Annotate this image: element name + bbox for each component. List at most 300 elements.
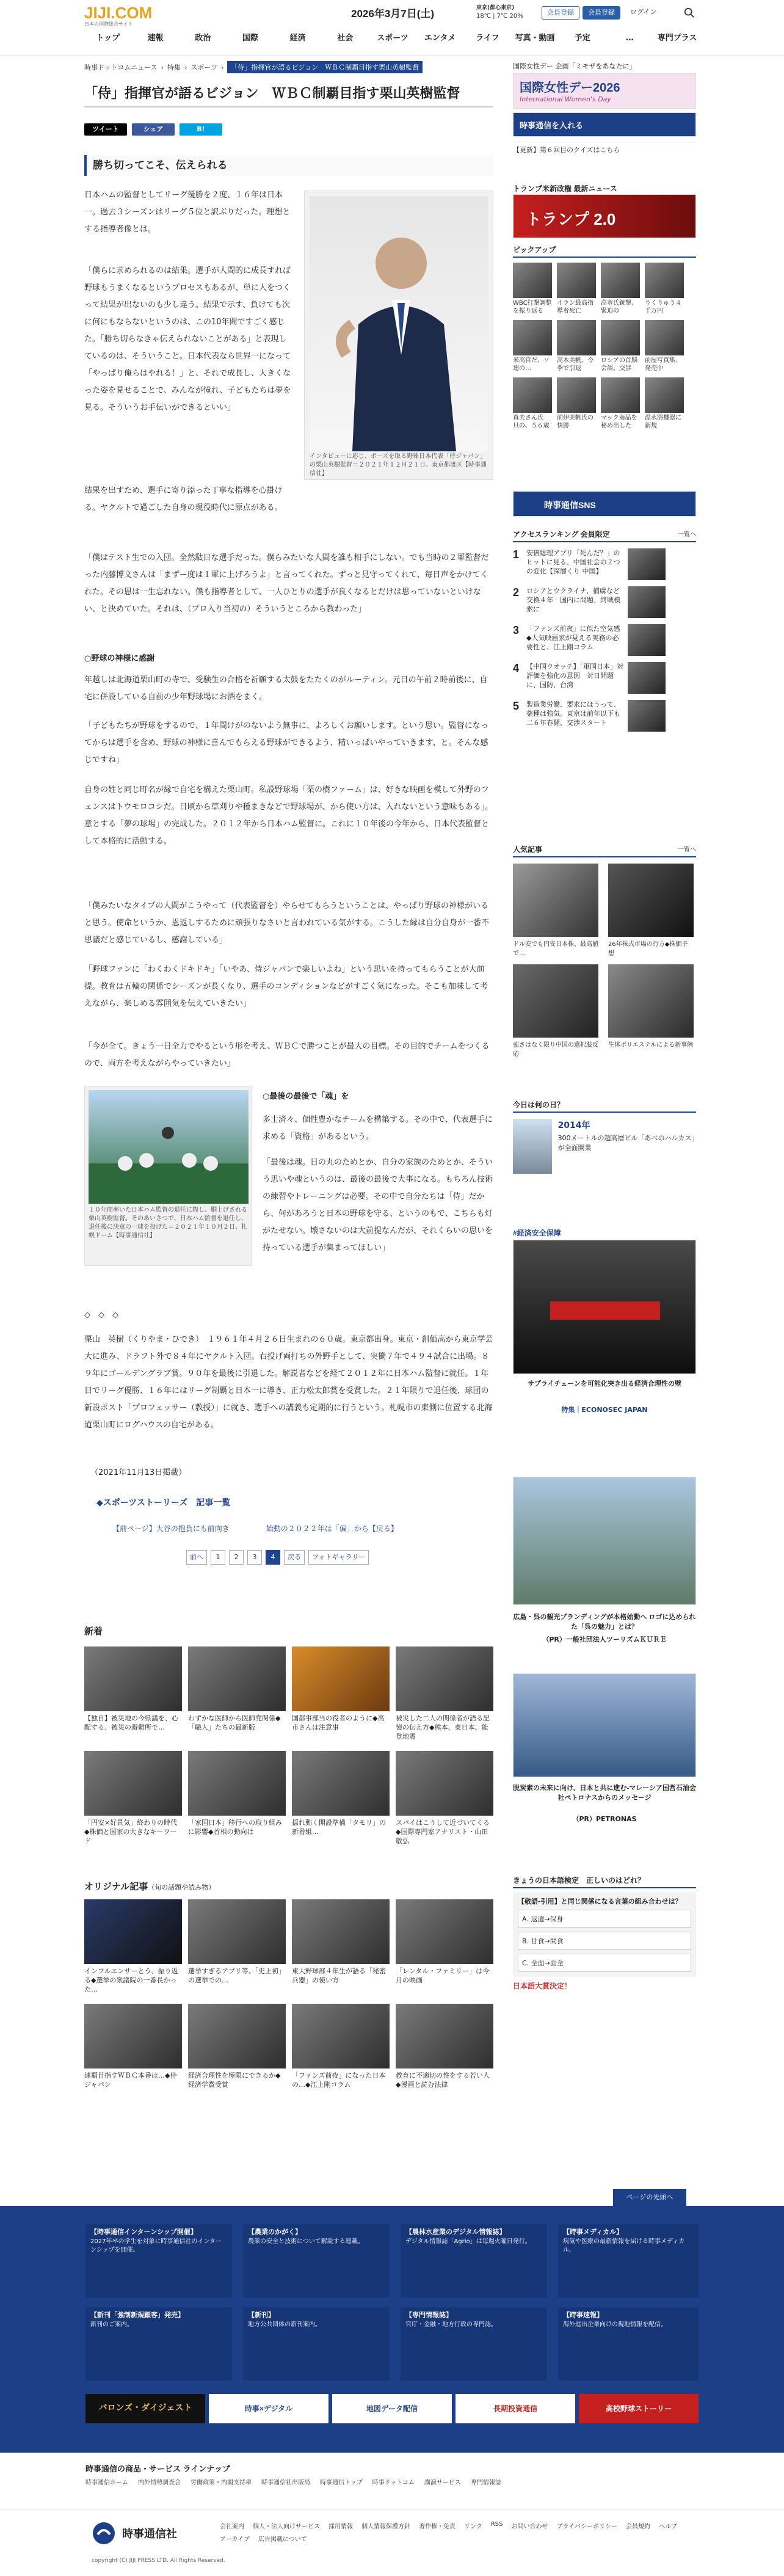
service-link[interactable]: 時事通信トップ [320, 2480, 363, 2486]
company-logo[interactable] [92, 2521, 177, 2545]
promo-title: 【時事メディカル】 [563, 2228, 623, 2236]
pickup-title: 前伊美帆氏の快勝 [557, 415, 593, 429]
news-card[interactable] [396, 1751, 493, 1846]
footer-link[interactable]: リンク [464, 2523, 482, 2530]
pickup-heading-text: ピックアップ [513, 246, 556, 254]
weather-widget[interactable] [476, 4, 523, 20]
pickup-item[interactable] [645, 377, 684, 430]
pickup-title: 高市氏銃撃、緊迫の [601, 300, 637, 315]
pickup-title: 前屋写真集、発売中 [645, 357, 681, 372]
original-thumbnail [84, 2004, 182, 2068]
news-title: 「家国日本」移行への取り組みに影響◆首相の動向は [188, 1819, 282, 1836]
news-thumbnail [188, 1646, 286, 1711]
trump-heading[interactable]: トランプ米新政権 最新ニュース [513, 184, 617, 193]
article-paragraph: 結果を出すため、選手に寄り添った丁寧な指導を心掛ける。ヤクルトで過ごした自身の現役時代に原点がある。 [84, 486, 283, 512]
pickup-title: イラン最高指導者死亡 [557, 300, 593, 315]
logo-text: JIJI.COM [84, 4, 153, 22]
crowd-silhouette-icon [89, 1090, 249, 1204]
news-thumbnail [396, 1751, 493, 1816]
rank-title: 【中国ウオッチ】「軍国日本」対 評価を強化の意図 対日問題に、国防、台湾 [526, 663, 624, 689]
promo-desc: 農業の安全と技術について解説する連載。 [248, 2238, 364, 2245]
pickup-item[interactable] [645, 320, 684, 373]
company-name: 時事通信社 [122, 2528, 177, 2540]
original-card[interactable] [84, 1899, 182, 1994]
rank-thumb [628, 586, 666, 618]
service-link[interactable]: 講演サービス [424, 2480, 461, 2486]
nav-life[interactable]: ライフ [476, 34, 499, 43]
footer-banner[interactable]: 時事×デジタル [209, 2394, 328, 2423]
footer-link[interactable]: 広告掲載について [258, 2536, 307, 2543]
pickup-grid [513, 263, 696, 430]
news-card[interactable] [188, 1751, 286, 1846]
login-button[interactable]: ログイン [625, 6, 661, 20]
series-link[interactable]: ◆スポーツストーリーズ 記事一覧 [96, 1498, 231, 1508]
quiz-heading-text: きょうの日本語検定 正しいのはどれ？ [513, 1876, 645, 1885]
original-title: 連覇目指すＷＢＣ本番は…◆侍ジャパン [84, 2072, 177, 2089]
promo-desc: 地方公共団体の新刊案内。 [248, 2321, 321, 2328]
nav-economy[interactable]: 経済 [289, 34, 306, 43]
nav-entertainment[interactable]: エンタメ [424, 34, 456, 43]
news-thumbnail [396, 1646, 493, 1711]
article-photo[interactable] [84, 1086, 252, 1266]
pickup-thumb [513, 320, 552, 355]
original-heading-text: オリジナル記事 [84, 1882, 148, 1892]
team-celebration-image [89, 1090, 249, 1204]
rank-thumb [628, 700, 666, 732]
today-text: 300メートルの超高層ビル「あべのハルカス」が全面開業 [557, 1134, 695, 1152]
back-to-top-button[interactable]: ページの先頭へ [613, 2189, 686, 2206]
pickup-item[interactable] [601, 320, 640, 373]
original-title: 経済合理性を極限にできるか◆経済学賞受賞 [188, 2072, 281, 2089]
register-button[interactable]: 会員登録 [542, 6, 579, 20]
quiz-heading [513, 1875, 696, 1888]
article-title: 「侍」指揮官が語るビジョン ＷＢＣ制覇目指す栗山英樹監督 [84, 84, 493, 107]
ranking-item[interactable] [513, 662, 696, 694]
footer-promo-card[interactable] [401, 2307, 547, 2381]
rank-number: 5 [513, 700, 520, 712]
original-articles-heading [84, 1880, 215, 1893]
share-bar [84, 123, 222, 136]
footer-banner[interactable]: 高校野球ストーリー [579, 2394, 699, 2423]
rank-title: ロシアとウクライナ、捕虜など交換４年 国内に問題、終戦模索に [526, 587, 620, 613]
coach-portrait-image [310, 196, 488, 451]
pickup-item[interactable] [557, 377, 596, 430]
pager-page[interactable]: 3 [247, 1550, 262, 1565]
popular-thumb [513, 864, 598, 937]
pickup-item[interactable] [557, 263, 596, 315]
pickup-thumb [557, 377, 596, 413]
nav-photo-video[interactable]: 写真・動画 [515, 34, 555, 43]
weather-temp: 18℃ | 7℃ [476, 13, 508, 20]
separator: ◇ ◇ ◇ [84, 1311, 118, 1320]
article-paragraph: 「僕らに求められるのは結果。選手が人間的に成長すれば野球もうまくなるというプロセスもあるが、単に人をつくって結果が出ないのも少し違う。結果で示す、負けても次に何にもならないというのは、この10年間ですごく感じた。「勝ち切らなきゃ伝えられないことがある」と表現しているのは、そういうこと。日本代表なら世界一になって「やっぱり俺らはやれる！」と、それで成長し、大きくなった姿を見せることで、みんなが憧れ、子どもたちは夢を見る。そういうお手伝いができるといい」 [84, 266, 291, 412]
service-link[interactable]: 時事ドットコム [372, 2480, 415, 2486]
popular-title: 26年株式市場の行方◆株価予想 [608, 941, 688, 957]
quiz-question: 【敬語-引用】と同じ関係になる言葉の組み合わせは？ [518, 1897, 682, 1905]
publish-date: （2021年11月13日掲載） [90, 1468, 187, 1477]
original-articles-grid [84, 1899, 493, 2089]
article-paragraph: 年越しは北海道栗山町の寺で、受験生の合格を祈願する太鼓をたたくのがルーティン。元日の午前２時前後に、自宅に併設している自前の少年野球場にお酒をまく。 [84, 675, 488, 702]
news-card[interactable] [84, 1646, 182, 1741]
pickup-thumb [645, 320, 684, 355]
service-link[interactable]: 専門情報誌 [470, 2480, 501, 2486]
popular-thumb [608, 864, 694, 937]
logo-subtitle: 日本の国際総合サイト [84, 21, 133, 27]
breadcrumb [84, 61, 423, 73]
news-title: スパイはこうして近づいてくる◆国際専門家アナリスト・山田敏弘 [396, 1819, 490, 1845]
service-link[interactable]: 時事通信社出版局 [261, 2480, 310, 2486]
footer-link[interactable]: 会社案内 [220, 2523, 244, 2530]
pickup-item[interactable] [645, 263, 684, 315]
original-title: 選挙すぎるアプリ等、「史上初」の選挙での… [188, 1967, 286, 1984]
article-paragraph: 「僕みたいなタイプの人間がこうやって（代表監督を）やらせてもらうということは、やっぱり野球の神様がいると思う。使命というか、恩返しするために頑張りなさいと言われている気がする。こうした縁は自分自身が一番不思議だと感じているし、感謝している」 [84, 901, 490, 945]
popular-grid [513, 864, 696, 1058]
facebook-share-button[interactable]: シェア [132, 123, 175, 136]
ranking-item[interactable] [513, 624, 696, 656]
ranking-item[interactable] [513, 548, 696, 580]
news-thumbnail [292, 1646, 390, 1711]
quiz-result-link[interactable]: 日本語大賞決定！ [513, 1982, 572, 1990]
author-profile: 栗山 英樹（くりやま・ひでき） １９６１年４月２６日生まれの６０歳。東京都出身。東京・創価高から東京学芸大に進み、ドラフト外で８４年にヤクルト入団。右投げ両打ちの外野手として、実働７年で４９４試合に出場。８９年にゴールデングラブ賞。９０年を最後に引退した。解説者などを経て２０１２年に日本ハム監督に就任。１年目でリーグ優勝、１６年にはリーグ制覇と日本一に導き、正力松太郎賞を受賞した。２１年限りで退任後、球団の新設ポスト「プロフェッサー（教授）」に就き、選手への講義も定期的に行うという。札幌市の東側に位置する北海道栗山町にログハウスの自宅がある。 [84, 1335, 493, 1430]
quiz-choice-c[interactable]: C. 全面→面全 [518, 1954, 691, 1972]
pickup-thumb [513, 263, 552, 298]
article-paragraph: 日本ハムの監督としてリーグ優勝を２度、１６年は日本一。過去３シーズンはリーグ５位と訳ぶりだった。理想とする指導者像とは。 [84, 191, 291, 234]
jiji-mark-icon [92, 2521, 116, 2545]
member-register-button[interactable]: 会員登録 [583, 6, 620, 20]
footer-link[interactable]: ヘルプ [658, 2523, 677, 2530]
today-text-block [558, 1119, 696, 1174]
copyright: copyright (C) JIJI PRESS LTD. All Rights Reserved. [92, 2558, 225, 2564]
ranking-item[interactable] [513, 700, 696, 732]
section-heading: ○野球の神様に感謝 [84, 654, 155, 663]
popular-more-link[interactable]: 一覧へ [678, 846, 696, 853]
nav-world[interactable]: 国際 [242, 34, 258, 43]
news-thumbnail [292, 1751, 390, 1816]
original-thumbnail [292, 1899, 390, 1964]
section-heading: ○最後の最後で「魂」を [263, 1092, 349, 1101]
article-paragraph: 「子どもたちが野球をするので、１年間けがのないよう無事に、よろしくお願いします。という思い。監督になってからは選手を含め、野球の神様に喜んでもらえる野球ができるよう、精いっぱいやっていきます、と。そんな感じですね」 [84, 721, 488, 765]
pickup-title: 温水浴機器に新規 [645, 415, 681, 429]
rank-thumb [628, 548, 666, 580]
news-title: 被災した二人の関係者が語る記憶の伝え方◆熊本、東日本、能登地震 [396, 1714, 490, 1741]
promo-title: 【新刊「強制新規顧客」発売】 [90, 2311, 184, 2319]
econosec-footer[interactable]: 特集｜ECONOSEC JAPAN [561, 1406, 648, 1414]
news-card[interactable] [292, 1646, 390, 1741]
footer-banner-row [85, 2394, 699, 2423]
pickup-title: りくりゅう４千万円 [645, 300, 681, 315]
econosec-banner[interactable] [513, 1240, 696, 1374]
article-paragraph: 「最後は魂。日の丸のためとか、自分の家族のためとか、そういう思いや魂というのは、最後の最後で大事になる。もちろん技術の練習やトレーニングは必要。その中で自分たちは「侍」だから、何があろうと日本の野球を守る、というのもで、こちらも灯がたせない。壊さないのは大前提なんだが、それくらいの思いを持っている選手が集まってほしい」 [263, 1158, 493, 1253]
breadcrumb-sep: › [184, 63, 187, 71]
article-paragraph: 「今が全て。きょう一日全力でやるという形を考え、ＷＢＣで勝つことが最大の目標。その目的でチームをつくるので、両方を考えながらやっていきたい」 [84, 1042, 490, 1068]
weather-rain: 20% [509, 13, 523, 20]
pickup-item[interactable] [513, 377, 552, 430]
ranking-section [513, 529, 696, 732]
prev-page-link[interactable]: 【前ページ】大谷の抱負にも前向き [112, 1524, 230, 1533]
hatena-bookmark-button[interactable]: B! [180, 123, 222, 136]
footer-promo-card[interactable] [401, 2224, 547, 2298]
nav-pro-plus[interactable]: 専門プラス [657, 34, 697, 43]
promo-title: 【専門情報誌】 [405, 2311, 452, 2319]
x-share-button[interactable]: ツイート [84, 123, 127, 136]
pager-back[interactable]: 戻る [284, 1550, 305, 1565]
footer-banner[interactable]: 長期投資通信 [456, 2394, 575, 2423]
nav-breaking[interactable]: 速報 [147, 34, 164, 43]
nav-sports[interactable]: スポーツ [377, 34, 408, 43]
article-paragraph: 「野球ファンに「わくわくドキドキ」「いやあ、侍ジャパンで楽しいよね」という思いを持ってもらうことが大前提。教育は五輪の関係でシーズンが長くなり、選手のコンディションなどがすごく気になった。そこも加味して考えながら、楽しめる雰囲気を伝えていきたい」 [84, 965, 488, 1008]
popular-title: 生体ポリエステルによる新事例 [608, 1042, 694, 1049]
footer-link[interactable]: 個人・法人向けサービス [253, 2523, 320, 2530]
promo-desc: 官庁・金融・地方行政の専門誌。 [405, 2321, 497, 2328]
original-title: 「レンタル・ファミリー」は今月の映画 [396, 1967, 490, 1984]
site-footer [0, 2453, 784, 2576]
weather-city: 東京(都心東京) [476, 5, 515, 11]
original-title: 教育に不適切の性をする若い人◆漫画と読む法律 [396, 2072, 490, 2089]
rank-title: 安倍総理アプリ「死んだ？」のヒットに見る、中国社会の２つの変化【深層くり 中国】 [526, 549, 620, 575]
original-card[interactable] [84, 2004, 182, 2089]
original-heading-sub: （旬の話題や読み物） [148, 1884, 216, 1891]
service-link[interactable]: 労働政策・内閣支持率 [191, 2480, 252, 2486]
main-nav [84, 27, 701, 50]
footer-link[interactable]: 採用情報 [328, 2523, 353, 2530]
pickup-thumb [601, 320, 640, 355]
rank-title: 「ファンズ前夜」に似た空気感◆人気映画家が見える実務の必要性と、江上剛コラム [526, 625, 620, 651]
footer-promo-card[interactable] [243, 2224, 390, 2298]
petronas-ad-pr: （PR）PETRONAS [572, 1815, 637, 1823]
person-silhouette-icon [310, 196, 488, 451]
footer-promo-area [0, 2206, 784, 2453]
breadcrumb-feature[interactable]: 特集 [167, 64, 181, 71]
ranking-heading-text: アクセスランキング 会員限定 [513, 530, 610, 539]
pickup-item[interactable] [557, 320, 596, 373]
article-page-nav [112, 1523, 398, 1534]
womens-day-banner[interactable] [513, 73, 696, 109]
today-heading-text: 今日は何の日？ [513, 1101, 565, 1109]
popular-heading-text: 人気記事 [513, 845, 543, 854]
ranking-more-link[interactable]: 一覧へ [678, 531, 696, 538]
nav-more[interactable]: … [625, 34, 634, 43]
rank-number: 2 [513, 586, 520, 599]
pagination [186, 1550, 369, 1565]
quiz-box [513, 1892, 696, 1977]
original-card[interactable] [396, 1899, 493, 1994]
jiji-sns-banner[interactable] [513, 491, 696, 517]
service-link[interactable]: 内外情勢調査会 [138, 2480, 181, 2486]
footer-banner[interactable]: バロンズ・ダイジェスト [85, 2394, 205, 2423]
rank-thumb [628, 624, 666, 656]
japanese-quiz [513, 1875, 696, 1991]
footer-promo-card[interactable] [85, 2307, 232, 2381]
nav-schedule[interactable]: 予定 [574, 34, 590, 43]
search-icon[interactable] [684, 7, 695, 18]
sns-label: 時事通信SNS [544, 500, 596, 510]
pickup-item[interactable] [513, 263, 552, 315]
news-card[interactable] [188, 1646, 286, 1741]
jiji-logo[interactable] [84, 4, 164, 27]
popular-section [513, 844, 696, 1058]
rank-number: 4 [513, 662, 520, 674]
today-thumb [513, 1119, 552, 1174]
popular-title: 強さはなく限り中国の選択肢反応 [513, 1042, 598, 1058]
service-links [85, 2477, 699, 2486]
rank-title: 製造業労働、要求にほうって、薬種は強気。東京は前年以下も二６年春闘、交渉スタート [526, 700, 620, 727]
promo-desc: 2027年卒の学生を対象に時事通信社のインターンシップを開催。 [90, 2238, 222, 2254]
news-thumbnail [84, 1646, 182, 1711]
banner-subtitle: International Women's Day [520, 95, 611, 103]
footer-link[interactable]: アーカイブ [220, 2536, 250, 2543]
original-thumbnail [188, 2004, 286, 2068]
news-card[interactable] [84, 1751, 182, 1846]
new-articles-grid [84, 1646, 493, 1846]
breadcrumb-current: 「侍」指揮官が語るビジョン ＷＢＣ制覇目指す栗山英樹監督 [227, 61, 423, 73]
quiz-choice-a[interactable]: A. 返還→保身 [518, 1910, 691, 1928]
today-section[interactable] [513, 1099, 696, 1174]
footer-link[interactable]: 著作権・免責 [419, 2523, 456, 2530]
footer-link[interactable]: お問い合わせ [511, 2523, 548, 2530]
original-title: 「ファンズ前夜」になった日本の…◆江上剛コラム [292, 2072, 386, 2089]
pickup-title: WBC打撃調整を振り返る [513, 300, 552, 315]
pager-page[interactable]: 1 [211, 1550, 225, 1565]
footer-link[interactable]: 個人情報保護方針 [361, 2523, 410, 2530]
pickup-thumb [645, 263, 684, 298]
article-subheading: 勝ち切ってこそ、伝えられる [84, 155, 493, 176]
promo-title: 【時事速報】 [563, 2311, 603, 2319]
breadcrumb-sports[interactable]: スポーツ [191, 64, 217, 71]
original-card[interactable] [292, 1899, 390, 1994]
next-page-link[interactable]: 始動の２０２２年は「偏」から【戻る】 [266, 1524, 398, 1533]
news-title: 「円安×好景気」終わりの時代◆株価と国家の大きなキーワード [84, 1819, 178, 1845]
sidebar-ad-caption[interactable]: 国際女性デー 企画「ミモザをあなたに」 [513, 62, 636, 70]
promo-title: 【農林水産業のデジタル情報誌】 [405, 2228, 506, 2236]
jiji-subscribe-banner[interactable]: 時事通信を入れる [513, 112, 696, 137]
promo-title: 【時事通信インターンシップ開催】 [90, 2228, 197, 2236]
original-thumbnail [396, 2004, 493, 2068]
kure-ad-pr: （PR）一般社団法人ツーリズムＫＵＲＥ [542, 1635, 667, 1643]
footer-link[interactable]: プライバシーポリシー [556, 2523, 617, 2530]
article-paragraph: 「僕はテスト生での入団。全然駄目な選手だった。僕らみたいな人間を誰も相手にしない。でも当時の２軍監督だった内藤博文さんは「まずー度は１軍に上げろうよ」と言ってくれた。ずっと見守ってくれて、毎日声をかけてくれた。その恩は一生忘れない。僕も指導者として、一人ひとりの選手が良くなるとだけは思っていないといけない、と決めていた。それは、（プロ入り当初の）そういうところから教わった」 [84, 553, 489, 614]
news-title: 揺れ動く開設準備「タモリ」の新番組… [292, 1819, 386, 1836]
rank-thumb [628, 662, 666, 694]
footer-promo-card[interactable] [243, 2307, 390, 2381]
promo-desc: 病気や医療の最新情報を届ける時事メディカル。 [563, 2238, 685, 2254]
site-header [0, 0, 784, 56]
service-link[interactable]: 時事通信ホーム [85, 2480, 128, 2486]
news-card[interactable] [396, 1646, 493, 1741]
petronas-ad-title[interactable]: 脱炭素の未来に向け、日本と共に進む-マレーシア国営石油会社ペトロナスからのメッセージ [513, 1785, 697, 1802]
popular-heading [513, 844, 696, 857]
footer-link[interactable]: RSS [490, 2521, 503, 2528]
pager-page-current[interactable]: 4 [266, 1550, 280, 1565]
footer-banner[interactable]: 地図データ配信 [332, 2394, 452, 2423]
original-card[interactable] [188, 1899, 286, 1994]
photo-caption: インタビューに応じ、ポーズを取る野球日本代表「侍ジャパン」の栗山英樹監督＝２０２１年１２月２１日、東京都渡区【時事通信社】 [310, 453, 487, 477]
pickup-thumb [601, 263, 640, 298]
pickup-title: 高木美帆、今季で引退 [557, 357, 593, 372]
pickup-title: ロシアの首脳会談、交渉 [601, 357, 637, 372]
original-thumbnail [84, 1899, 182, 1964]
pickup-thumb [557, 320, 596, 355]
popular-title: ドル安でも円安日本株、最高値で… [513, 941, 598, 957]
breadcrumb-home[interactable]: 時事ドットコムニュース [84, 64, 158, 71]
new-articles-heading: 新着 [84, 1626, 103, 1637]
pickup-thumb [645, 377, 684, 413]
news-title: 【独自】被災地の今県議を、心配する、被災の避難所で… [84, 1714, 178, 1731]
photo-gallery-button[interactable]: フォトギャラリー [308, 1550, 369, 1565]
pickup-title: マック商品を秘め出した [601, 415, 637, 429]
econosec-title[interactable]: サプライチェーンを可能化突き出る経済合理性の壁 [527, 1380, 682, 1388]
nav-politics[interactable]: 政治 [195, 34, 211, 43]
photo-caption: １０年間率いた日本ハム監督の退任に際し、胴上げされる栗山英樹監督。そのあいさつで、日本ハム監督を退任し、退任後に決意の一球を投げた＝２０２１年１０月２日、札幌ドーム【時事通信社】 [89, 1207, 247, 1239]
quiz-choice-b[interactable]: B. 甘食→間食 [518, 1932, 691, 1950]
promo-title: 【新刊】 [248, 2311, 275, 2319]
popular-item[interactable] [608, 864, 694, 957]
today-body [513, 1119, 696, 1174]
footer-promo-card[interactable] [558, 2224, 699, 2298]
rank-number: 1 [513, 548, 520, 561]
ranking-item[interactable] [513, 586, 696, 618]
original-thumbnail [396, 1899, 493, 1964]
pickup-title: 真夫さん氏 旦の、５６歳 [513, 415, 550, 429]
footer-promo-card[interactable] [558, 2307, 699, 2381]
footer-promo-card[interactable] [85, 2224, 232, 2298]
original-card[interactable] [396, 2004, 493, 2089]
pager-prev[interactable]: 前へ [186, 1550, 207, 1565]
pickup-title: 米高官だ、ソ連の… [513, 357, 550, 372]
popular-item[interactable] [513, 864, 598, 957]
news-card[interactable] [292, 1751, 390, 1846]
original-card[interactable] [188, 2004, 286, 2089]
pickup-item[interactable] [601, 377, 640, 430]
article-photo[interactable] [304, 191, 493, 480]
popular-item[interactable] [513, 964, 598, 1058]
pickup-item[interactable] [601, 263, 640, 315]
article-paragraph: 自身の姓と同じ町名が縁で自宅を構えた栗山町。私設野球場「栗の樹ファーム」は、好きな映画を模して外野のフェンスはトウモロコシだ。日頃から草刈りや種まきなどで野球場が、から使い方は、入れないという意味もある」。意とする「夢の球場」の完成した。２０１２年から日本ハム監督に。これに１０年後の今年から、日本代表監督として本格的に活動する。 [84, 785, 493, 846]
footer-links [220, 2521, 696, 2543]
banner-title: 国際女性デー2026 [520, 81, 620, 95]
nav-society[interactable]: 社会 [337, 34, 354, 43]
footer-link[interactable]: 会員規約 [625, 2523, 650, 2530]
trump-banner[interactable]: トランプ 2.0 [513, 194, 696, 238]
news-thumbnail [84, 1751, 182, 1816]
original-title: インフルエンサーとう、振り返る◆選挙の衆議院の一番長かった… [84, 1967, 178, 1993]
popular-item[interactable] [608, 964, 694, 1058]
news-title: わずかな医師から医師党関係◆「職人」たちの最新版 [188, 1714, 281, 1731]
petronas-ad-image[interactable] [513, 1673, 696, 1777]
pickup-heading [513, 244, 696, 258]
breadcrumb-sep: › [220, 63, 224, 71]
nav-top[interactable]: トップ [96, 34, 120, 43]
popular-thumb [513, 964, 598, 1038]
promo-desc: デジタル情報誌「Agrio」は毎週火曜日発行。 [405, 2238, 531, 2245]
original-thumbnail [188, 1899, 286, 1964]
econosec-banner-band [550, 1301, 660, 1320]
quiz-link[interactable]: 【更新】第６回目のクイズはこちら [513, 142, 696, 155]
original-card[interactable] [292, 2004, 390, 2089]
ranking-heading [513, 529, 696, 542]
pager-page[interactable]: 2 [229, 1550, 244, 1565]
original-title: 東大野球部４年生が語る「秘密兵器」の使い方 [292, 1967, 386, 1984]
pickup-item[interactable] [513, 320, 552, 373]
econosec-heading[interactable]: #経済安全保障 [513, 1229, 561, 1237]
today-year: 2014年 [557, 1121, 590, 1130]
rank-number: 3 [513, 624, 520, 636]
kure-ad-image[interactable] [513, 1477, 696, 1605]
promo-desc: 新刊のご案内。 [90, 2321, 133, 2328]
kure-ad-title[interactable]: 広島・呉の観光ブランディングが本格始動へ ロゴに込められた「呉の魅力」とは？ [513, 1614, 696, 1631]
article-paragraph: 多士済々、個性豊かなチームを構築する。その中で、代表選手に求める「資格」があるという。 [263, 1115, 493, 1141]
promo-title: 【農業のかがく】 [248, 2228, 302, 2236]
popular-thumb [608, 964, 694, 1038]
